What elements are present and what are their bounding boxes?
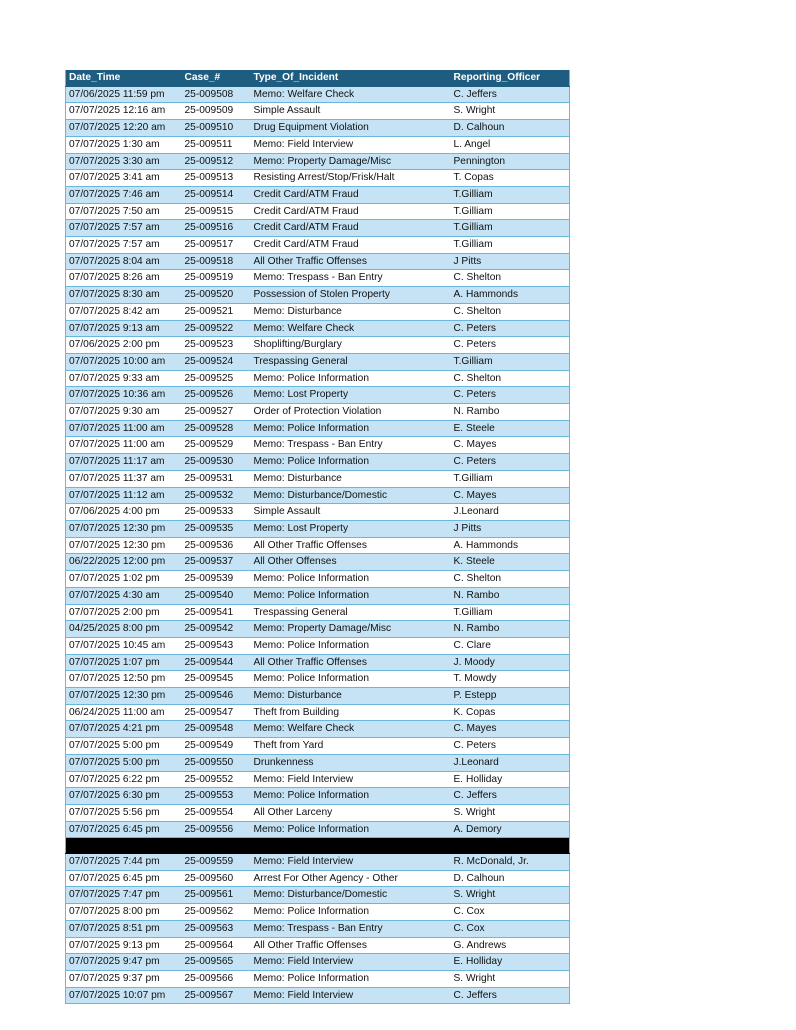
- date-time-cell: 07/07/2025 8:51 pm: [66, 920, 182, 937]
- case-number-cell: 25-009513: [182, 170, 251, 187]
- case-number-cell: 25-009567: [182, 987, 251, 1004]
- officer-cell: N. Rambo: [451, 404, 570, 421]
- case-number-cell: 25-009543: [182, 637, 251, 654]
- table-row: [66, 854, 570, 871]
- date-time-cell: 07/07/2025 9:30 am: [66, 404, 182, 421]
- table-row: [66, 954, 570, 971]
- officer-cell: C. Shelton: [451, 571, 570, 588]
- case-number-cell: 25-009535: [182, 520, 251, 537]
- table-row: [66, 887, 570, 904]
- officer-cell: T.Gilliam: [451, 353, 570, 370]
- blank-cell: [451, 838, 570, 854]
- date-time-cell: 07/07/2025 6:22 pm: [66, 771, 182, 788]
- table-row: [66, 203, 570, 220]
- table-row: [66, 253, 570, 270]
- officer-cell: A. Demory: [451, 821, 570, 838]
- case-number-cell: 25-009512: [182, 153, 251, 170]
- incident-type-cell: Memo: Disturbance/Domestic: [251, 887, 451, 904]
- table-body: [66, 86, 570, 1004]
- date-time-cell: 07/07/2025 9:13 pm: [66, 937, 182, 954]
- case-number-cell: 25-009563: [182, 920, 251, 937]
- table-row: [66, 987, 570, 1004]
- date-time-cell: 07/07/2025 9:33 am: [66, 370, 182, 387]
- incident-type-cell: Memo: Police Information: [251, 370, 451, 387]
- date-time-cell: 07/07/2025 11:17 am: [66, 454, 182, 471]
- officer-cell: C. Jeffers: [451, 788, 570, 805]
- case-number-cell: 25-009539: [182, 571, 251, 588]
- case-number-cell: 25-009559: [182, 854, 251, 871]
- date-time-cell: 07/06/2025 4:00 pm: [66, 504, 182, 521]
- table-row: [66, 688, 570, 705]
- date-time-cell: 07/07/2025 12:20 am: [66, 120, 182, 137]
- case-number-cell: 25-009514: [182, 186, 251, 203]
- date-time-cell: 07/07/2025 6:45 pm: [66, 821, 182, 838]
- case-number-cell: 25-009546: [182, 688, 251, 705]
- case-number-cell: 25-009540: [182, 587, 251, 604]
- incident-type-cell: Memo: Lost Property: [251, 387, 451, 404]
- case-number-cell: 25-009556: [182, 821, 251, 838]
- officer-cell: E. Holliday: [451, 954, 570, 971]
- table-row: [66, 671, 570, 688]
- case-number-cell: 25-009536: [182, 537, 251, 554]
- date-time-cell: 07/07/2025 7:46 am: [66, 186, 182, 203]
- incident-type-cell: Trespassing General: [251, 604, 451, 621]
- table-row: [66, 420, 570, 437]
- incident-type-cell: All Other Offenses: [251, 554, 451, 571]
- date-time-cell: 07/07/2025 1:02 pm: [66, 571, 182, 588]
- date-time-cell: 06/24/2025 11:00 am: [66, 704, 182, 721]
- table-row: [66, 470, 570, 487]
- incident-log-table: [65, 70, 570, 1004]
- officer-cell: C. Shelton: [451, 303, 570, 320]
- incident-type-cell: Memo: Field Interview: [251, 136, 451, 153]
- incident-type-cell: Memo: Disturbance/Domestic: [251, 487, 451, 504]
- table-row: [66, 437, 570, 454]
- incident-type-cell: Memo: Police Information: [251, 637, 451, 654]
- case-number-cell: 25-009524: [182, 353, 251, 370]
- officer-cell: C. Peters: [451, 454, 570, 471]
- officer-cell: T.Gilliam: [451, 470, 570, 487]
- case-number-cell: 25-009522: [182, 320, 251, 337]
- table-row: [66, 937, 570, 954]
- date-time-cell: 07/06/2025 11:59 pm: [66, 86, 182, 103]
- date-time-cell: 07/07/2025 11:12 am: [66, 487, 182, 504]
- officer-cell: S. Wright: [451, 887, 570, 904]
- incident-type-cell: All Other Larceny: [251, 804, 451, 821]
- case-number-cell: 25-009532: [182, 487, 251, 504]
- header-row: [66, 70, 570, 86]
- officer-cell: R. McDonald, Jr.: [451, 854, 570, 871]
- table-row: [66, 704, 570, 721]
- blank-cell: [251, 838, 451, 854]
- case-number-cell: 25-009553: [182, 788, 251, 805]
- incident-type-cell: All Other Traffic Offenses: [251, 537, 451, 554]
- officer-cell: L. Angel: [451, 136, 570, 153]
- table-row: [66, 821, 570, 838]
- date-time-cell: 07/07/2025 7:57 am: [66, 220, 182, 237]
- date-time-cell: 07/07/2025 10:00 am: [66, 353, 182, 370]
- table-row: [66, 520, 570, 537]
- incident-type-cell: Memo: Lost Property: [251, 520, 451, 537]
- incident-type-cell: Drug Equipment Violation: [251, 120, 451, 137]
- table-row: [66, 754, 570, 771]
- case-number-cell: 25-009530: [182, 454, 251, 471]
- table-row: [66, 220, 570, 237]
- case-number-cell: 25-009510: [182, 120, 251, 137]
- date-time-cell: 07/07/2025 5:00 pm: [66, 754, 182, 771]
- case-number-cell: 25-009542: [182, 621, 251, 638]
- header-case-number: Case_#: [182, 70, 251, 86]
- date-time-cell: 07/07/2025 3:41 am: [66, 170, 182, 187]
- officer-cell: E. Holliday: [451, 771, 570, 788]
- table-row: [66, 136, 570, 153]
- date-time-cell: 07/07/2025 12:30 pm: [66, 520, 182, 537]
- case-number-cell: 25-009531: [182, 470, 251, 487]
- case-number-cell: 25-009549: [182, 738, 251, 755]
- incident-type-cell: Memo: Police Information: [251, 671, 451, 688]
- officer-cell: S. Wright: [451, 804, 570, 821]
- case-number-cell: 25-009508: [182, 86, 251, 103]
- incident-type-cell: Memo: Police Information: [251, 571, 451, 588]
- case-number-cell: 25-009528: [182, 420, 251, 437]
- date-time-cell: 07/07/2025 5:56 pm: [66, 804, 182, 821]
- date-time-cell: 07/07/2025 11:37 am: [66, 470, 182, 487]
- date-time-cell: 07/07/2025 7:47 pm: [66, 887, 182, 904]
- table-row: [66, 554, 570, 571]
- officer-cell: K. Steele: [451, 554, 570, 571]
- officer-cell: C. Clare: [451, 637, 570, 654]
- blank-row: [66, 838, 570, 854]
- officer-cell: C. Cox: [451, 904, 570, 921]
- case-number-cell: 25-009518: [182, 253, 251, 270]
- incident-type-cell: Theft from Yard: [251, 738, 451, 755]
- table-row: [66, 788, 570, 805]
- table-row: [66, 721, 570, 738]
- officer-cell: C. Jeffers: [451, 987, 570, 1004]
- date-time-cell: 07/07/2025 8:42 am: [66, 303, 182, 320]
- incident-type-cell: Memo: Welfare Check: [251, 721, 451, 738]
- case-number-cell: 25-009547: [182, 704, 251, 721]
- date-time-cell: 07/07/2025 10:07 pm: [66, 987, 182, 1004]
- table-row: [66, 621, 570, 638]
- incident-type-cell: Memo: Field Interview: [251, 987, 451, 1004]
- table-row: [66, 571, 570, 588]
- incident-type-cell: Memo: Welfare Check: [251, 86, 451, 103]
- blank-cell: [66, 838, 182, 854]
- officer-cell: C. Peters: [451, 387, 570, 404]
- officer-cell: P. Estepp: [451, 688, 570, 705]
- case-number-cell: 25-009562: [182, 904, 251, 921]
- officer-cell: T.Gilliam: [451, 604, 570, 621]
- table-row: [66, 454, 570, 471]
- incident-type-cell: Credit Card/ATM Fraud: [251, 186, 451, 203]
- table-row: [66, 153, 570, 170]
- officer-cell: C. Jeffers: [451, 86, 570, 103]
- case-number-cell: 25-009544: [182, 654, 251, 671]
- officer-cell: A. Hammonds: [451, 537, 570, 554]
- incident-type-cell: Credit Card/ATM Fraud: [251, 237, 451, 254]
- incident-type-cell: Credit Card/ATM Fraud: [251, 203, 451, 220]
- table-row: [66, 870, 570, 887]
- case-number-cell: 25-009550: [182, 754, 251, 771]
- incident-type-cell: Memo: Disturbance: [251, 688, 451, 705]
- date-time-cell: 07/07/2025 9:37 pm: [66, 970, 182, 987]
- incident-type-cell: Memo: Police Information: [251, 420, 451, 437]
- date-time-cell: 07/07/2025 8:00 pm: [66, 904, 182, 921]
- incident-type-cell: Simple Assault: [251, 504, 451, 521]
- officer-cell: T. Copas: [451, 170, 570, 187]
- case-number-cell: 25-009537: [182, 554, 251, 571]
- case-number-cell: 25-009554: [182, 804, 251, 821]
- date-time-cell: 06/22/2025 12:00 pm: [66, 554, 182, 571]
- case-number-cell: 25-009548: [182, 721, 251, 738]
- officer-cell: A. Hammonds: [451, 287, 570, 304]
- officer-cell: C. Cox: [451, 920, 570, 937]
- case-number-cell: 25-009517: [182, 237, 251, 254]
- date-time-cell: 07/07/2025 8:26 am: [66, 270, 182, 287]
- date-time-cell: 07/07/2025 11:00 am: [66, 437, 182, 454]
- officer-cell: C. Peters: [451, 738, 570, 755]
- date-time-cell: 07/07/2025 1:30 am: [66, 136, 182, 153]
- case-number-cell: 25-009561: [182, 887, 251, 904]
- incident-type-cell: Memo: Trespass - Ban Entry: [251, 920, 451, 937]
- incident-type-cell: Memo: Field Interview: [251, 771, 451, 788]
- officer-cell: T.Gilliam: [451, 186, 570, 203]
- case-number-cell: 25-009541: [182, 604, 251, 621]
- officer-cell: C. Peters: [451, 337, 570, 354]
- officer-cell: N. Rambo: [451, 587, 570, 604]
- case-number-cell: 25-009552: [182, 771, 251, 788]
- incident-type-cell: All Other Traffic Offenses: [251, 654, 451, 671]
- table-row: [66, 904, 570, 921]
- incident-type-cell: Memo: Disturbance: [251, 470, 451, 487]
- table-row: [66, 303, 570, 320]
- incident-type-cell: Memo: Police Information: [251, 970, 451, 987]
- case-number-cell: 25-009521: [182, 303, 251, 320]
- case-number-cell: 25-009523: [182, 337, 251, 354]
- date-time-cell: 07/07/2025 5:00 pm: [66, 738, 182, 755]
- date-time-cell: 07/07/2025 12:30 pm: [66, 537, 182, 554]
- case-number-cell: 25-009511: [182, 136, 251, 153]
- date-time-cell: 07/07/2025 10:36 am: [66, 387, 182, 404]
- incident-type-cell: Arrest For Other Agency - Other: [251, 870, 451, 887]
- case-number-cell: 25-009519: [182, 270, 251, 287]
- incident-type-cell: Memo: Trespass - Ban Entry: [251, 270, 451, 287]
- table-row: [66, 771, 570, 788]
- incident-type-cell: All Other Traffic Offenses: [251, 937, 451, 954]
- table-row: [66, 487, 570, 504]
- incident-type-cell: Trespassing General: [251, 353, 451, 370]
- date-time-cell: 07/07/2025 7:57 am: [66, 237, 182, 254]
- incident-type-cell: Memo: Property Damage/Misc: [251, 153, 451, 170]
- case-number-cell: 25-009560: [182, 870, 251, 887]
- table-row: [66, 604, 570, 621]
- officer-cell: E. Steele: [451, 420, 570, 437]
- table-row: [66, 120, 570, 137]
- officer-cell: C. Mayes: [451, 487, 570, 504]
- incident-type-cell: Credit Card/ATM Fraud: [251, 220, 451, 237]
- officer-cell: T. Mowdy: [451, 671, 570, 688]
- case-number-cell: 25-009515: [182, 203, 251, 220]
- officer-cell: C. Peters: [451, 320, 570, 337]
- table-row: [66, 504, 570, 521]
- officer-cell: S. Wright: [451, 103, 570, 120]
- officer-cell: J Pitts: [451, 253, 570, 270]
- incident-type-cell: Memo: Disturbance: [251, 303, 451, 320]
- incident-type-cell: Memo: Police Information: [251, 788, 451, 805]
- case-number-cell: 25-009509: [182, 103, 251, 120]
- table-row: [66, 920, 570, 937]
- officer-cell: S. Wright: [451, 970, 570, 987]
- incident-type-cell: Theft from Building: [251, 704, 451, 721]
- incident-type-cell: Possession of Stolen Property: [251, 287, 451, 304]
- table-row: [66, 170, 570, 187]
- date-time-cell: 07/07/2025 4:30 am: [66, 587, 182, 604]
- incident-type-cell: Memo: Police Information: [251, 587, 451, 604]
- date-time-cell: 07/07/2025 7:50 am: [66, 203, 182, 220]
- table-row: [66, 287, 570, 304]
- officer-cell: D. Calhoun: [451, 120, 570, 137]
- officer-cell: K. Copas: [451, 704, 570, 721]
- incident-type-cell: Memo: Property Damage/Misc: [251, 621, 451, 638]
- case-number-cell: 25-009520: [182, 287, 251, 304]
- incident-type-cell: Memo: Field Interview: [251, 954, 451, 971]
- date-time-cell: 07/07/2025 4:21 pm: [66, 721, 182, 738]
- table-row: [66, 404, 570, 421]
- date-time-cell: 07/07/2025 9:13 am: [66, 320, 182, 337]
- table-row: [66, 270, 570, 287]
- case-number-cell: 25-009516: [182, 220, 251, 237]
- table-row: [66, 103, 570, 120]
- officer-cell: T.Gilliam: [451, 237, 570, 254]
- date-time-cell: 07/07/2025 2:00 pm: [66, 604, 182, 621]
- officer-cell: Pennington: [451, 153, 570, 170]
- table-row: [66, 370, 570, 387]
- officer-cell: D. Calhoun: [451, 870, 570, 887]
- date-time-cell: 07/07/2025 8:30 am: [66, 287, 182, 304]
- incident-type-cell: All Other Traffic Offenses: [251, 253, 451, 270]
- table-row: [66, 237, 570, 254]
- header-date-time: Date_Time: [66, 70, 182, 86]
- table-row: [66, 738, 570, 755]
- table-row: [66, 86, 570, 103]
- officer-cell: J Pitts: [451, 520, 570, 537]
- header-reporting-officer: Reporting_Officer: [451, 70, 570, 86]
- table-row: [66, 337, 570, 354]
- officer-cell: N. Rambo: [451, 621, 570, 638]
- officer-cell: T.Gilliam: [451, 203, 570, 220]
- date-time-cell: 07/07/2025 1:07 pm: [66, 654, 182, 671]
- officer-cell: J. Moody: [451, 654, 570, 671]
- table-row: [66, 970, 570, 987]
- incident-type-cell: Memo: Field Interview: [251, 854, 451, 871]
- date-time-cell: 07/07/2025 11:00 am: [66, 420, 182, 437]
- case-number-cell: 25-009566: [182, 970, 251, 987]
- date-time-cell: 07/07/2025 8:04 am: [66, 253, 182, 270]
- blank-cell: [182, 838, 251, 854]
- date-time-cell: 07/07/2025 6:30 pm: [66, 788, 182, 805]
- incident-type-cell: Simple Assault: [251, 103, 451, 120]
- date-time-cell: 04/25/2025 8:00 pm: [66, 621, 182, 638]
- officer-cell: J.Leonard: [451, 754, 570, 771]
- officer-cell: C. Mayes: [451, 721, 570, 738]
- incident-type-cell: Memo: Police Information: [251, 904, 451, 921]
- incident-type-cell: Memo: Police Information: [251, 454, 451, 471]
- case-number-cell: 25-009533: [182, 504, 251, 521]
- case-number-cell: 25-009527: [182, 404, 251, 421]
- date-time-cell: 07/06/2025 2:00 pm: [66, 337, 182, 354]
- date-time-cell: 07/07/2025 3:30 am: [66, 153, 182, 170]
- table-row: [66, 537, 570, 554]
- case-number-cell: 25-009564: [182, 937, 251, 954]
- table-row: [66, 353, 570, 370]
- officer-cell: J.Leonard: [451, 504, 570, 521]
- case-number-cell: 25-009529: [182, 437, 251, 454]
- table-row: [66, 320, 570, 337]
- incident-type-cell: Order of Protection Violation: [251, 404, 451, 421]
- date-time-cell: 07/07/2025 12:50 pm: [66, 671, 182, 688]
- officer-cell: G. Andrews: [451, 937, 570, 954]
- incident-type-cell: Shoplifting/Burglary: [251, 337, 451, 354]
- table-row: [66, 387, 570, 404]
- date-time-cell: 07/07/2025 12:16 am: [66, 103, 182, 120]
- case-number-cell: 25-009525: [182, 370, 251, 387]
- table-row: [66, 804, 570, 821]
- case-number-cell: 25-009526: [182, 387, 251, 404]
- table-row: [66, 654, 570, 671]
- table-row: [66, 587, 570, 604]
- officer-cell: C. Shelton: [451, 270, 570, 287]
- officer-cell: C. Mayes: [451, 437, 570, 454]
- table-row: [66, 186, 570, 203]
- incident-type-cell: Drunkenness: [251, 754, 451, 771]
- incident-type-cell: Memo: Welfare Check: [251, 320, 451, 337]
- case-number-cell: 25-009565: [182, 954, 251, 971]
- date-time-cell: 07/07/2025 6:45 pm: [66, 870, 182, 887]
- date-time-cell: 07/07/2025 7:44 pm: [66, 854, 182, 871]
- date-time-cell: 07/07/2025 9:47 pm: [66, 954, 182, 971]
- date-time-cell: 07/07/2025 12:30 pm: [66, 688, 182, 705]
- incident-type-cell: Memo: Trespass - Ban Entry: [251, 437, 451, 454]
- case-number-cell: 25-009545: [182, 671, 251, 688]
- incident-type-cell: Resisting Arrest/Stop/Frisk/Halt: [251, 170, 451, 187]
- header-type-of-incident: Type_Of_Incident: [251, 70, 451, 86]
- incident-type-cell: Memo: Police Information: [251, 821, 451, 838]
- officer-cell: C. Shelton: [451, 370, 570, 387]
- date-time-cell: 07/07/2025 10:45 am: [66, 637, 182, 654]
- table-row: [66, 637, 570, 654]
- officer-cell: T.Gilliam: [451, 220, 570, 237]
